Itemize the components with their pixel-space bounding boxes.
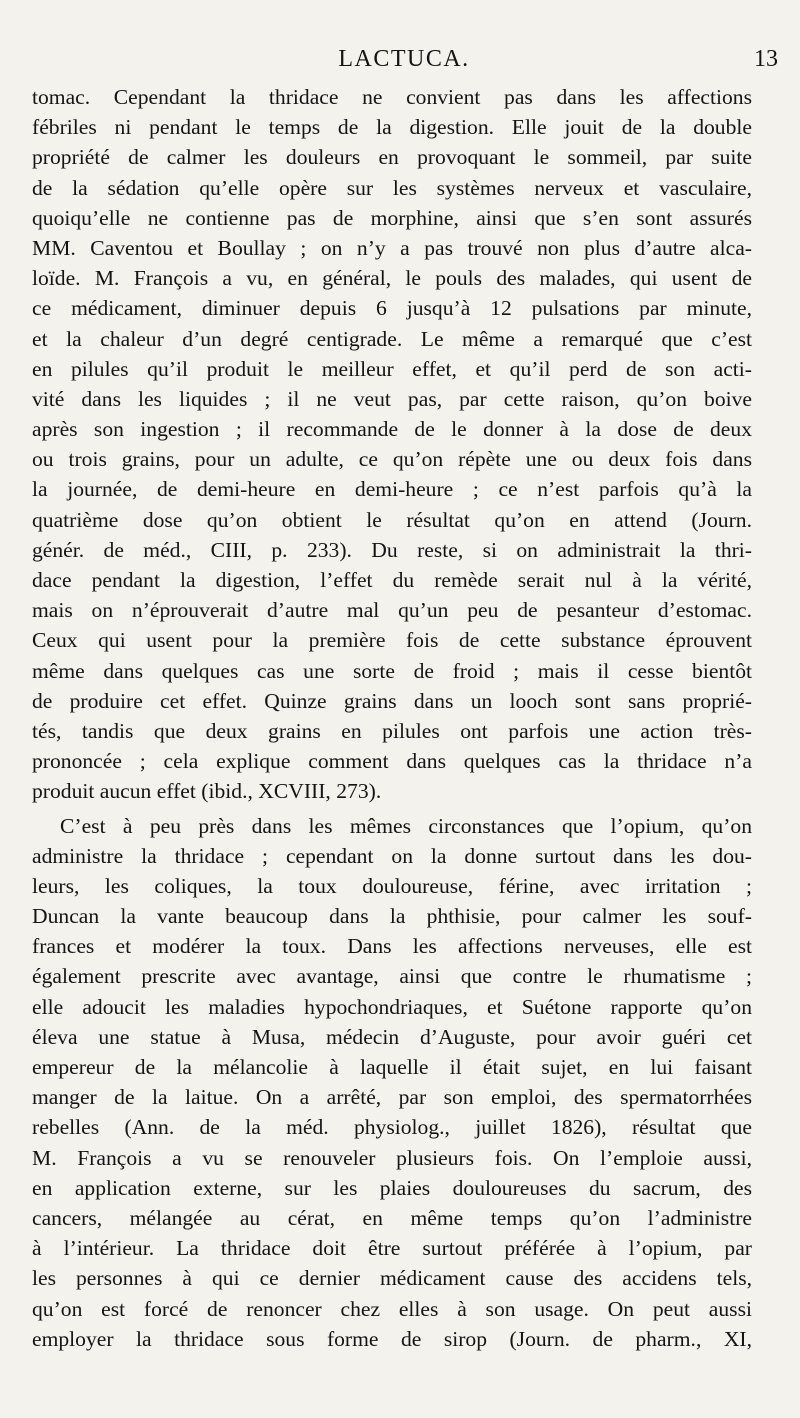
text-line: tés, tandis que deux grains en pilules ont parfois une action très- <box>32 718 752 743</box>
text-line: éleva une statue à Musa, médecin d’Auguste, pour avoir guéri cet <box>32 1024 752 1049</box>
text-line: propriété de calmer les douleurs en provoquant le sommeil, par suite <box>32 145 752 170</box>
text-line: mais on n’éprouverait d’autre mal qu’un peu de pesanteur d’estomac. <box>32 598 752 623</box>
text-line: de produire cet effet. Quinze grains dans un looch sont sans proprié- <box>32 688 752 713</box>
text-line: M. François a vu se renouveler plusieurs fois. On l’emploie aussi, <box>32 1145 752 1170</box>
text-line: génér. de méd., CIII, p. 233). Du reste, si on administrait la thri- <box>32 537 752 562</box>
text-line: C’est à peu près dans les mêmes circonstances que l’opium, qu’on <box>60 813 752 838</box>
text-line: quoiqu’elle ne contienne pas de morphine, ainsi que s’en sont assurés <box>32 205 752 230</box>
text-line: tomac. Cependant la thridace ne convient pas dans les affections <box>32 85 752 109</box>
text-line: fébriles ni pendant le temps de la digestion. Elle jouit de la double <box>32 115 752 140</box>
text-line: et la chaleur d’un degré centigrade. Le même a remarqué que c’est <box>32 326 752 351</box>
text-line: manger de la laitue. On a arrêté, par son emploi, des spermatorrhées <box>32 1085 752 1110</box>
text-line: prononcée ; cela explique comment dans quelques cas la thridace n’a <box>32 749 752 774</box>
running-title: LACTUCA. <box>338 46 470 72</box>
text-line: ou trois grains, pour un adulte, ce qu’on répète une ou deux fois dans <box>32 447 752 472</box>
text-line: quatrième dose qu’on obtient le résultat qu’on en attend (Journ. <box>32 507 752 532</box>
text-line: frances et modérer la toux. Dans les affections nerveuses, elle est <box>32 934 752 959</box>
text-line: Duncan la vante beaucoup dans la phthisie, pour calmer les souf- <box>32 904 752 929</box>
text-line: empereur de la mélancolie à laquelle il était sujet, en lui faisant <box>32 1055 752 1079</box>
paragraph-2 <box>32 811 752 1354</box>
text-line: les personnes à qui ce dernier médicament cause des accidens tels, <box>32 1266 752 1291</box>
text-line: elle adoucit les maladies hypochondriaques, et Suétone rapporte qu’on <box>32 994 752 1019</box>
text-line: également prescrite avec avantage, ainsi que contre le rhumatisme ; <box>32 964 752 989</box>
text-line: qu’on est forcé de renoncer chez elles à son usage. On peut aussi <box>32 1296 752 1321</box>
text-line: ce médicament, diminuer depuis 6 jusqu’à 12 pulsations par minute, <box>32 296 752 321</box>
text-line: MM. Caventou et Boullay ; on n’y a pas trouvé non plus d’autre alca- <box>32 235 752 260</box>
running-head <box>30 46 778 80</box>
body-text <box>32 82 752 1354</box>
paragraph-1 <box>32 82 752 807</box>
text-line: administre la thridace ; cependant on la donne surtout dans les dou- <box>32 843 752 868</box>
text-line: à l’intérieur. La thridace doit être surtout préférée à l’opium, par <box>32 1236 752 1261</box>
text-line: produit aucun effet (ibid., XCVIII, 273). <box>32 779 382 804</box>
text-line: en pilules qu’il produit le meilleur effet, et qu’il perd de son acti- <box>32 356 752 381</box>
text-line: rebelles (Ann. de la méd. physiolog., juillet 1826), résultat que <box>32 1115 752 1140</box>
text-line: cancers, mélangée au cérat, en même temps qu’on l’administre <box>32 1205 752 1230</box>
text-line: Ceux qui usent pour la première fois de cette substance éprouvent <box>32 628 752 653</box>
text-line: après son ingestion ; il recommande de le donner à la dose de deux <box>32 417 752 442</box>
text-line: la journée, de demi-heure en demi-heure ; ce n’est parfois qu’à la <box>32 477 752 502</box>
text-line: leurs, les coliques, la toux douloureuse, férine, avec irritation ; <box>32 873 752 898</box>
text-line: en application externe, sur les plaies douloureuses du sacrum, des <box>32 1175 752 1200</box>
text-line: vité dans les liquides ; il ne veut pas, par cette raison, qu’on boive <box>32 386 752 411</box>
text-line: loïde. M. François a vu, en général, le pouls des malades, qui usent de <box>32 266 752 291</box>
text-line: employer la thridace sous forme de sirop (Journ. de pharm., XI, <box>32 1326 752 1351</box>
page-number: 13 <box>754 46 778 72</box>
text-line: dace pendant la digestion, l’effet du remède serait nul à la vérité, <box>32 568 752 592</box>
text-line: de la sédation qu’elle opère sur les systèmes nerveux et vasculaire, <box>32 175 752 200</box>
text-line: même dans quelques cas une sorte de froid ; mais il cesse bientôt <box>32 658 752 683</box>
